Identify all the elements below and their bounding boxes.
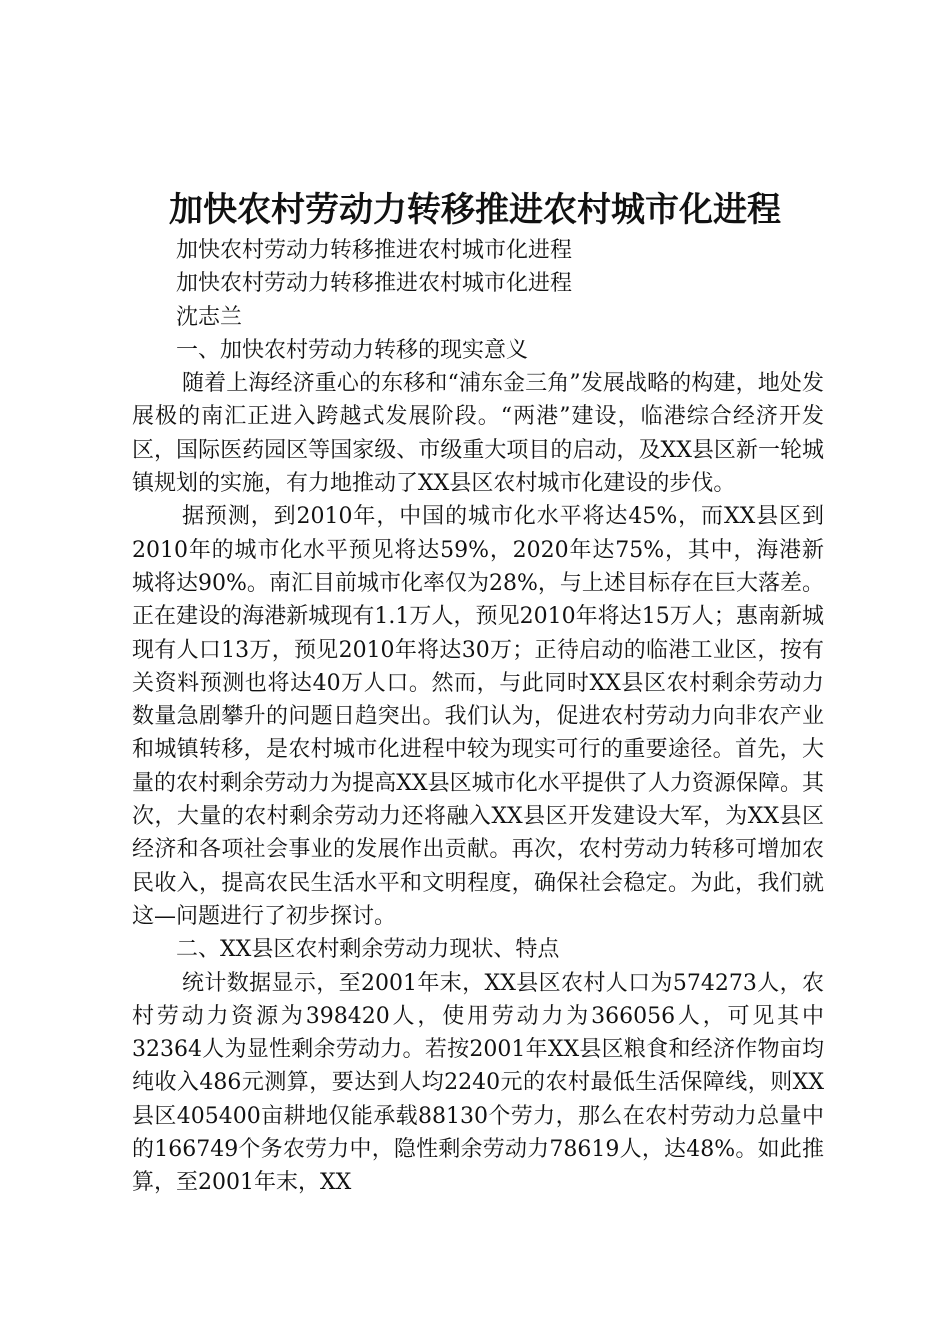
document-body <box>132 234 824 1200</box>
subtitle-line-1: 加快农村劳动力转移推进农村城市化进程 <box>176 238 573 263</box>
document-title: 加快农村劳动力转移推进农村城市化进程 <box>169 190 781 230</box>
paragraph-2: 据预测，到2010年，中国的城市化水平将达45%，而XX县区到2010年的城市化水平预见将达59%，2020年达75%，其中，海港新城将达90%。南汇目前城市化率仅为28%，与上述目标存在巨大落差。正在建设的海港新城现有1.1万人，预见2010年将达15万人；惠南新城现有人口13万，预见2010年将达30万；正待启动的临港工业区，按有关资料预测也将达40万人口。然而，与此同时XX县区农村剩余劳动力数量急剧攀升的问题日趋突出。我们认为，促进农村劳动力向非农产业和城镇转移，是农村城市化进程中较为现实可行的重要途径。首先，大量的农村剩余劳动力为提高XX县区城市化水平提供了人力资源保障。其次，大量的农村剩余劳动力还将融入XX县区开发建设大军，为XX县区经济和各项社会事业的发展作出贡献。再次，农村劳动力转移可增加农民收入，提高农民生活水平和文明程度，确保社会稳定。为此，我们就这—问题进行了初步探讨。 <box>132 504 824 929</box>
section-heading-1: 一、加快农村劳动力转移的现实意义 <box>176 337 529 363</box>
paragraph-1: 随着上海经济重心的东移和“浦东金三角”发展战略的构建，地处发展极的南汇正进入跨越式发展阶段。“两港”建设，临港综合经济开发区，国际医药园区等国家级、市级重大项目的启动，及XX县区新一轮城镇规划的实施，有力地推动了XX县区农村城市化建设的步伐。 <box>132 371 824 497</box>
author-name: 沈志兰 <box>176 304 243 330</box>
paragraph-3: 统计数据显示，至2001年末，XX县区农村人口为574273人，农村劳动力资源为398420人，使用劳动力为366056人，可见其中32364人为显性剩余劳动力。若按2001年XX县区粮食和经济作物亩均纯收入486元测算，要达到人均2240元的农村最低生活保障线，则XX县区405400亩耕地仅能承载88130个劳力，那么在农村劳动力总量中的166749个务农劳力中，隐性剩余劳动力78619人，达48%。如此推算，至2001年末，XX <box>132 970 824 1196</box>
subtitle-line-2: 加快农村劳动力转移推进农村城市化进程 <box>176 271 573 297</box>
section-heading-2: 二、XX县区农村剩余劳动力现状、特点 <box>176 937 560 963</box>
